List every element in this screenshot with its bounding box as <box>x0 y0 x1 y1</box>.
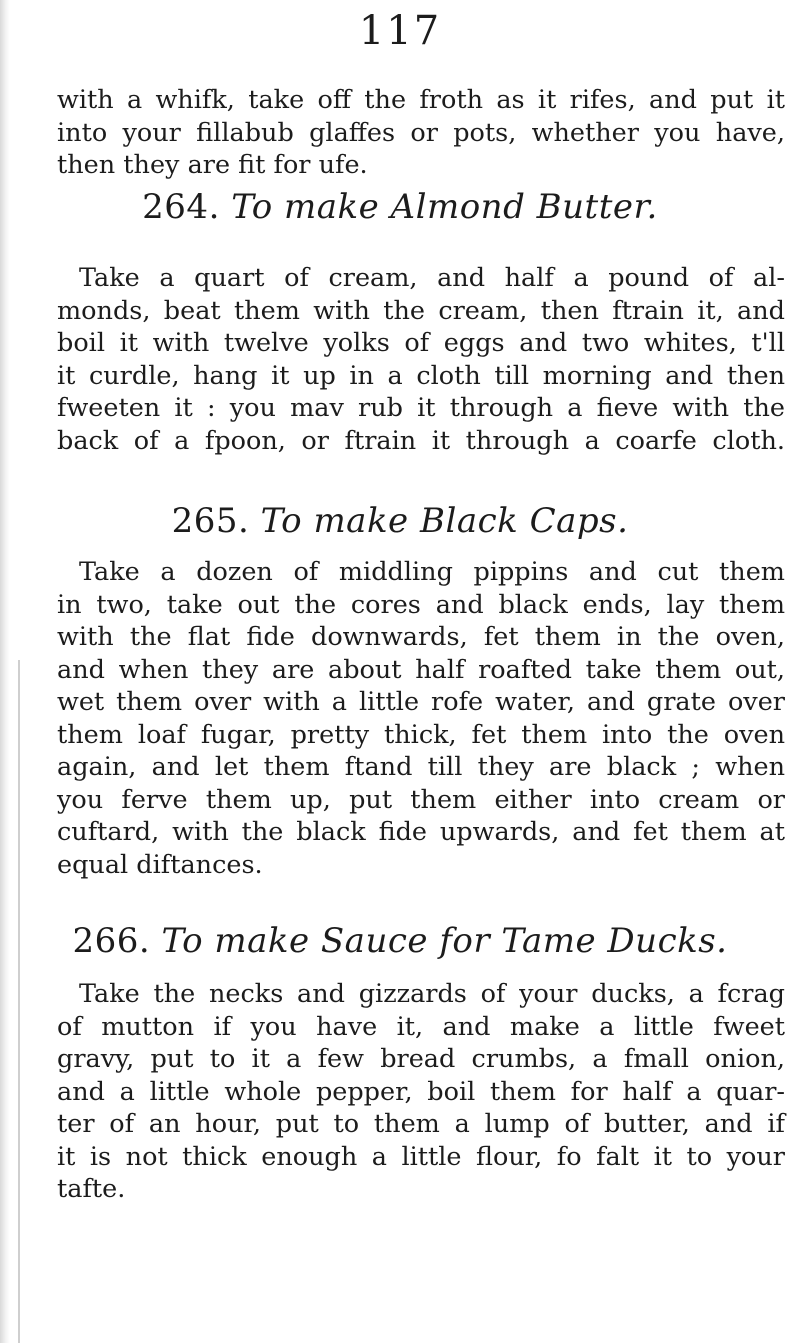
text-line: fweeten it : you mav rub it through a fieve with the <box>57 393 785 423</box>
text-line: into your fillabub glaffes or pots, whether you have, <box>57 117 785 148</box>
text-line: Take a quart of cream, and half a pound of al- <box>79 263 785 293</box>
text-line: then they are fit for ufe. <box>57 150 368 180</box>
text-line: of mutton if you have it, and make a little fweet <box>57 1011 785 1042</box>
text-line: cuftard, with the black fide upwards, and fet them at <box>57 817 785 847</box>
text-line: Take the necks and gizzards of your ducks, a fcrag <box>79 979 785 1009</box>
text-line: with the flat fide downwards, fet them in the oven, <box>57 622 785 652</box>
text-line: and a little whole pepper, boil them for half a quar- <box>57 1076 785 1107</box>
page-number: 117 <box>358 8 442 54</box>
text-line: monds, beat them with the cream, then ftrain it, and <box>57 295 785 326</box>
recipe-body-266 <box>57 978 785 1206</box>
recipe-heading-266 <box>0 920 800 962</box>
text-line: gravy, put to it a few bread crumbs, a fmall onion, <box>57 1044 785 1074</box>
recipe-heading-264 <box>0 186 800 228</box>
margin-rule <box>18 660 20 1343</box>
intro-paragraph <box>57 84 785 182</box>
text-line: ter of an hour, put to them a lump of butter, and if <box>57 1109 785 1139</box>
text-line: it is not thick enough a little flour, fo falt it to your <box>57 1141 785 1172</box>
recipe-number: 266. <box>72 921 151 961</box>
recipe-heading-265 <box>0 500 800 542</box>
text-line: equal diftances. <box>57 849 263 880</box>
recipe-body-264 <box>57 262 785 457</box>
recipe-title: To make Black Caps. <box>260 501 629 541</box>
recipe-number: 264. <box>142 187 220 227</box>
text-line: them loaf fugar, pretty thick, fet them into the oven <box>57 719 785 750</box>
text-line: with a whifk, take off the froth as it rifes, and put it <box>57 85 785 115</box>
text-line: it curdle, hang it up in a cloth till morning and then <box>57 360 785 391</box>
text-line: and when they are about half roafted take them out, <box>57 654 785 685</box>
text-line: in two, take out the cores and black ends, lay them <box>57 589 785 620</box>
text-line: again, and let them ftand till they are black ; when <box>57 752 785 782</box>
text-line: you ferve them up, put them either into cream or <box>57 784 785 815</box>
recipe-title: To make Sauce for Tame Ducks. <box>161 921 728 961</box>
text-line: Take a dozen of middling pippins and cut them <box>79 557 785 587</box>
text-line: wet them over with a little rofe water, and grate over <box>57 687 785 717</box>
recipe-number: 265. <box>171 501 250 541</box>
text-line: tafte. <box>57 1174 126 1204</box>
text-line: boil it with twelve yolks of eggs and two whites, t'll <box>57 328 785 358</box>
recipe-body-265 <box>57 556 785 881</box>
recipe-title: To make Almond Butter. <box>231 187 658 227</box>
text-line: back of a fpoon, or ftrain it through a coarfe cloth. <box>57 425 785 456</box>
